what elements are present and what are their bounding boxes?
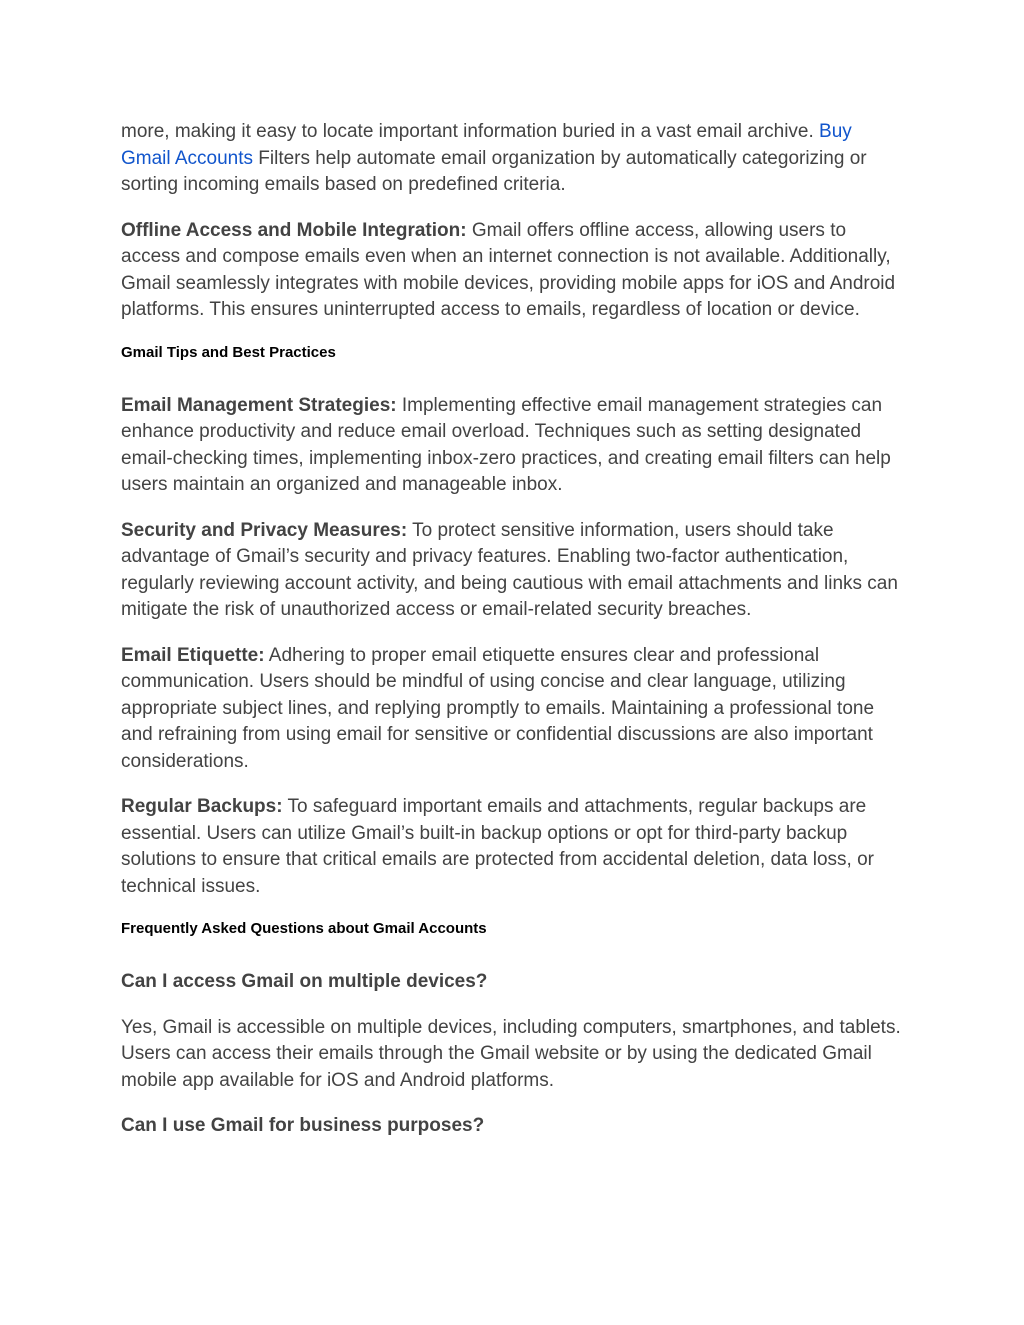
document-page	[121, 119, 906, 1159]
offline-access-label: Offline Access and Mobile Integration:	[121, 219, 467, 241]
tip-paragraph-email-management	[121, 393, 906, 499]
offline-access-paragraph	[121, 218, 906, 324]
tip-text: Adhering to proper email etiquette ensures clear and professional communication. Users should be mindful of using concise and clear language, utilizing appropriate subject lines, and replying promptly to emails. Maintaining a professional tone and refraining from using email for sensitive or confidential discussions are also important considerations.	[121, 644, 875, 772]
intro-text-after: Filters help automate email organization by automatically categorizing or sorting incoming emails based on predefined criteria.	[121, 147, 867, 195]
tip-text: To protect sensitive information, users should take advantage of Gmail’s security and privacy features. Enabling two-factor authentication, regularly reviewing account activity, and being cautious with email attachments and links can mitigate the risk of unauthorized access or email-related security breaches.	[121, 519, 898, 620]
tip-label: Email Etiquette:	[121, 644, 265, 666]
offline-access-text: Gmail offers offline access, allowing users to access and compose emails even when an internet connection is not available. Additionally, Gmail seamlessly integrates with mobile devices, providing mobile apps for iOS and Android platforms. This ensures uninterrupted access to emails, regardless of location or device.	[121, 219, 896, 320]
faq-question: Can I use Gmail for business purposes?	[121, 1115, 485, 1136]
tip-text: Implementing effective email management strategies can enhance productivity and reduce email overload. Techniques such as setting designated email-checking times, implementing inbox-zero practices, and creating email filters can help users maintain an organized and manageable inbox.	[121, 394, 891, 495]
tip-label: Regular Backups:	[121, 796, 283, 817]
tip-label: Email Management Strategies:	[121, 394, 397, 416]
tips-heading: Gmail Tips and Best Practices	[121, 343, 336, 361]
tip-paragraph-security-privacy	[121, 518, 906, 624]
tip-label: Security and Privacy Measures:	[121, 519, 408, 541]
tip-paragraph-email-etiquette	[121, 643, 906, 776]
tip-paragraph-regular-backups	[121, 794, 906, 900]
faq-heading: Frequently Asked Questions about Gmail Accounts	[121, 920, 487, 937]
intro-paragraph	[121, 119, 906, 199]
faq-answer: Yes, Gmail is accessible on multiple devices, including computers, smartphones, and tablets. Users can access their emails through the Gmail website or by using the dedicated Gmail mobile app available for iOS and Android platforms.	[121, 1016, 901, 1091]
faq-question: Can I access Gmail on multiple devices?	[121, 971, 488, 992]
tip-text: To safeguard important emails and attachments, regular backups are essential. Users can utilize Gmail’s built-in backup options or opt for third-party backup solutions to ensure that critical emails are protected from accidental deletion, data loss, or technical issues.	[121, 796, 874, 897]
intro-text-before: more, making it easy to locate important information buried in a vast email archive.	[121, 121, 820, 142]
buy-gmail-accounts-link[interactable]: Buy Gmail Accounts	[121, 121, 852, 169]
